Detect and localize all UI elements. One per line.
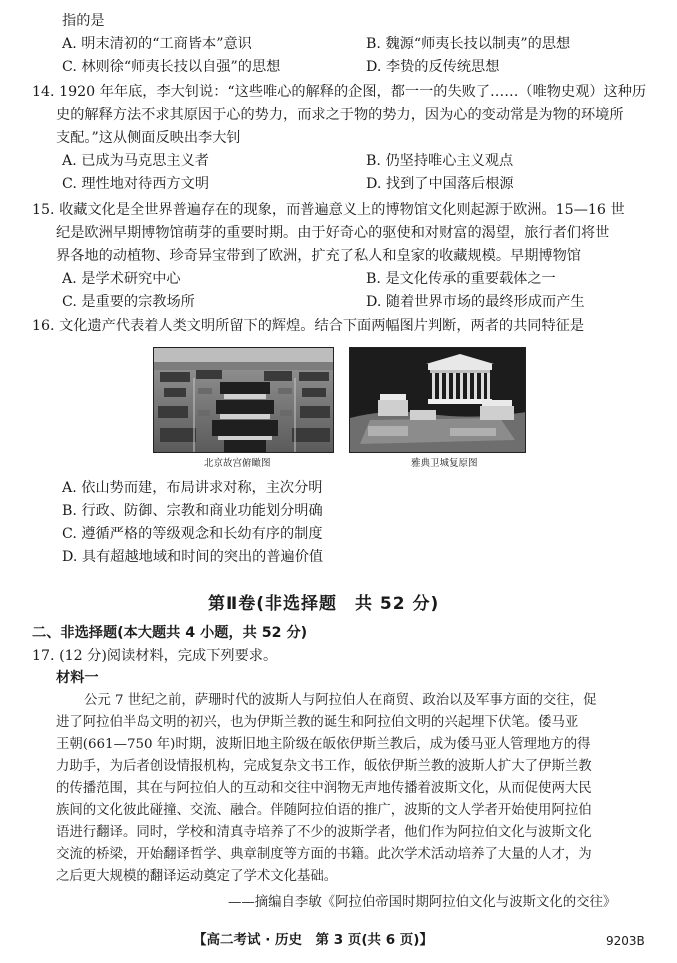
acropolis-image-icon (350, 348, 526, 453)
q15-stem-line3: 界各地的动植物、珍奇异宝带到了欧洲，扩充了私人和皇家的收藏规模。早期博物馆 (56, 248, 581, 264)
material-line-6: 族间的文化彼此碰撞、交流、融合。伴随阿拉伯语的推广，波斯的文人学者开始使用阿拉伯 (56, 803, 592, 818)
q16-option-c: C. 遵循严格的等级观念和长幼有序的制度 (62, 526, 323, 542)
q15-option-b: B. 是文化传承的重要载体之一 (366, 271, 556, 287)
material-line-9: 之后更大规模的翻译运动奠定了学术文化基础。 (56, 869, 338, 884)
material-line-3: 王朝(661—750 年)时期，波斯旧地主阶级在皈依伊斯兰教后，成为倭马亚人管理地方的得 (56, 737, 591, 752)
q14-stem-line2: 史的解释方法不求其原因于心的势力，而求之于物的势力，因为心的变动常是为物的环境所 (56, 107, 624, 123)
material-line-7: 语进行翻译。同时，学校和清真寺培养了不少的波斯学者，他们作为阿拉伯文化与波斯文化 (56, 825, 592, 840)
forbidden-city-image-icon (154, 348, 334, 453)
material-line-2: 进了阿拉伯半岛文明的初兴，也为伊斯兰教的诞生和阿拉伯文明的兴起埋下伏笔。倭马亚 (56, 715, 579, 730)
q15-option-d: D. 随着世界市场的最终形成而产生 (366, 294, 585, 310)
q13-option-b: B. 魏源“师夷长技以制夷”的思想 (366, 36, 571, 52)
acropolis-photo (349, 347, 526, 453)
q15-option-c: C. 是重要的宗教场所 (62, 294, 195, 310)
material-line-1: 公元 7 世纪之前，萨珊时代的波斯人与阿拉伯人在商贸、政治以及军事方面的交往，促 (84, 693, 597, 708)
q13-option-a: A. 明末清初的“工商皆本”意识 (62, 36, 252, 52)
q16-option-d: D. 具有超越地域和时间的突出的普遍价值 (62, 549, 324, 565)
q15-stem-line1: 15. 收藏文化是全世界普遍存在的现象，而普遍意义上的博物馆文化则起源于欧洲。15—16 世 (32, 202, 625, 218)
material-line-8: 交流的桥梁，开始翻译哲学、典章制度等方面的书籍。此次学术活动培养了大量的人才，为 (56, 847, 592, 862)
q14-stem-line1: 14. 1920 年年底，李大钊说：“这些唯心的解释的企图，都一一的失败了……（唯物史观）这种历 (32, 84, 647, 100)
material-line-5: 的传播范围，其在与阿拉伯人的互动和交往中润物无声地传播着波斯文化，从而促使两大民 (56, 781, 592, 796)
material-source: ——摘编自李敏《阿拉伯帝国时期阿拉伯文化与波斯文化的交往》 (228, 895, 617, 910)
q16-option-a: A. 依山势而建，布局讲求对称，主次分明 (62, 480, 323, 496)
acropolis-caption: 雅典卫城复原图 (411, 458, 478, 469)
q13-option-c: C. 林则徐“师夷长技以自强”的思想 (62, 59, 281, 75)
forbidden-city-photo (153, 347, 334, 453)
q14-option-b: B. 仍坚持唯心主义观点 (366, 153, 514, 169)
q13-option-d: D. 李贽的反传统思想 (366, 59, 500, 75)
q15-stem-line2: 纪是欧洲早期博物馆萌芽的重要时期。由于好奇心的驱使和对财富的渴望，旅行者们将世 (56, 225, 610, 241)
q14-option-a: A. 已成为马克思主义者 (62, 153, 209, 169)
part2-heading: 二、非选择题(本大题共 4 小题，共 52 分) (32, 625, 308, 641)
q15-option-a: A. 是学术研究中心 (62, 271, 181, 287)
q16-stem-line1: 16. 文化遗产代表着人类文明所留下的辉煌。结合下面两幅图片判断，两者的共同特征是 (32, 318, 585, 334)
page-footer: 【高二考试 · 历史 第 3 页(共 6 页)】 (193, 932, 433, 948)
paper-code: 9203B (606, 934, 645, 948)
material-label: 材料一 (56, 670, 99, 686)
part2-title: 第Ⅱ卷(非选择题 共 52 分) (208, 594, 440, 614)
forbidden-city-caption: 北京故宫俯瞰图 (204, 458, 271, 469)
q16-option-b: B. 行政、防御、宗教和商业功能划分明确 (62, 503, 323, 519)
q14-option-d: D. 找到了中国落后根源 (366, 176, 514, 192)
q14-stem-line3: 支配。”这从侧面反映出李大钊 (56, 130, 241, 146)
q17-stem: 17. (12 分)阅读材料，完成下列要求。 (32, 648, 278, 664)
material-line-4: 力助手，为后者创设情报机构，完成复杂文书工作，皈依伊斯兰教的波斯人扩大了伊斯兰教 (56, 759, 592, 774)
q13-stem-end: 指的是 (62, 13, 105, 29)
q14-option-c: C. 理性地对待西方文明 (62, 176, 210, 192)
